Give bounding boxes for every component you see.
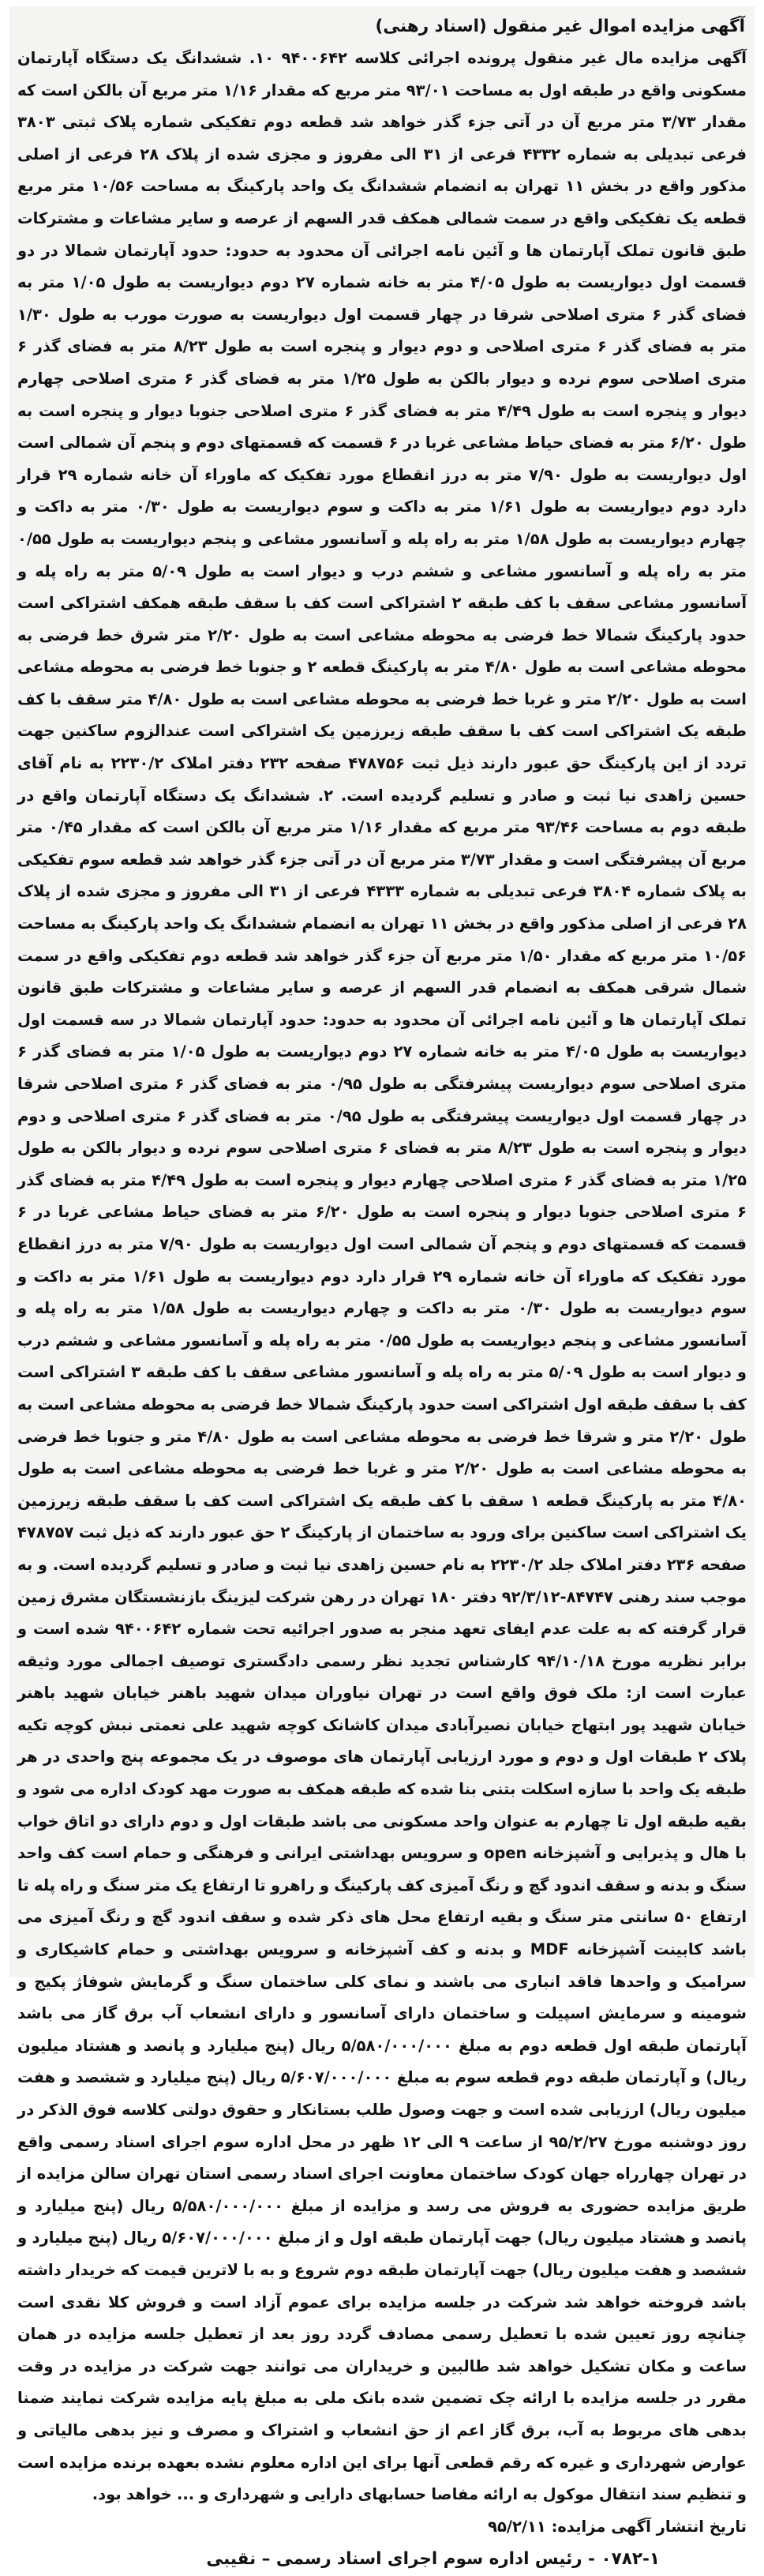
notice-title: آگهی مزایده اموال غیر منقول (اسناد رهنی) [375,17,745,36]
auction-notice [9,6,755,2569]
publish-date: تاریخ انتشار آگهی مزایده: ۹۵/۲/۱۱ [488,2517,747,2536]
notice-signature: ۰۷۸۲-۱ - رئیس اداره سوم اجرای اسناد رسمی – نقیبی [206,2548,660,2569]
notice-body: آگهی مزایده مال غیر منقول پرونده اجرائی کلاسه ۹۴۰۰۶۴۲ ۱۰. ششدانگ یک دستگاه آپارتمان مسکونی واقع در طبقه اول به مساحت ۹۳/۰۱ متر مربع که مقدار ۱/۱۶ متر مربع آن بالکن است که مقدار ۳/۷۳ متر مربع آن در آتی جزء گذر خواهد شد قطعه دوم تفکیکی شماره پلاک ثبتی ۳۸۰۳ فرعی تبدیلی به شماره ۴۳۳۲ فرعی از ۳۱ الی مفروز و مجزی شده از پلاک ۲۸ فرعی از اصلی مذکور واقع در بخش ۱۱ تهران به انضمام ششدانگ یک واحد پارکینگ به مساحت ۱۰/۵۶ متر مربع قطعه یک تفکیکی واقع در سمت شمالی همکف قدر السهم از عرصه و سایر مشاعات و مشترکات طبق قانون تملک آپارتمان ها و آئین نامه اجرائی آن محدود به حدود: حدود آپارتمان شمالا در دو قسمت اول دیواریست به طول ۴/۰۵ متر به خانه شماره ۲۷ دوم دیواریست به طول ۱/۰۵ متر به فضای گذر ۶ متری اصلاحی شرقا در چهار قسمت اول دیواریست به صورت مورب به طول ۱/۳۰ متر به فضای گذر ۶ متری اصلاحی و دوم دیوار و پنجره است به طول ۸/۲۳ متر به فضای گذر ۶ متری اصلاحی سوم نرده و دیوار بالکن به طول ۱/۲۵ متر به فضای گذر ۶ متری اصلاحی چهارم دیوار و پنجره است به طول ۴/۴۹ متر به فضای گذر ۶ متری اصلاحی جنوبا دیوار و پنجره است به طول ۶/۲۰ متر به فضای حیاط مشاعی غربا در ۶ قسمت که قسمتهای دوم و پنجم آن شمالی است اول دیواریست به طول ۷/۹۰ متر به درز انقطاع مورد تفکیک که ماوراء آن خانه شماره ۲۹ قرار دارد دوم دیواریست به طول ۱/۶۱ متر به داکت و سوم دیواریست به طول ۰/۳۰ متر به داکت و چهارم دیواریست به طول ۱/۵۸ متر به راه پله و آسانسور مشاعی و پنجم دیواریست به طول ۰/۵۵ متر به راه پله و آسانسور مشاعی و ششم درب و دیوار است به طول ۵/۰۹ متر به راه پله و آسانسور مشاعی سقف با کف طبقه ۲ اشتراکی است کف با سقف طبقه همکف اشتراکی است حدود پارکینگ شمالا خط فرضی به محوطه مشاعی است به طول ۲/۲۰ متر شرق خط فرضی به محوطه مشاعی است به طول ۴/۸۰ متر به پارکینگ قطعه ۲ و جنوبا خط فرضی به محوطه مشاعی است به طول ۲/۲۰ متر و غربا خط فرضی به محوطه مشاعی است به طول ۴/۸۰ متر سقف با کف طبقه یک اشتراکی است کف با سقف طبقه زیرزمین یک اشتراکی است عندالزوم ساکنین جهت تردد از این پارکینگ حق عبور دارند ذیل ثبت ۴۷۸۷۵۶ صفحه ۲۳۲ دفتر املاک ۲۲۳۰/۲ به نام آقای حسین زاهدی نیا ثبت و صادر و تسلیم گردیده است. ۲. ششدانگ یک دستگاه آپارتمان واقع در طبقه دوم به مساحت ۹۳/۴۶ متر مربع که مقدار ۱/۱۶ متر مربع آن بالکن است که مقدار ۰/۴۵ متر مربع آن پیشرفتگی است و مقدار ۳/۷۳ متر مربع آن در آتی جزء گذر خواهد شد قطعه سوم تفکیکی به پلاک شماره ۳۸۰۴ فرعی تبدیلی به شماره ۴۳۳۳ فرعی از ۳۱ الی مفروز و مجزی شده از پلاک ۲۸ فرعی از اصلی مذکور واقع در بخش ۱۱ تهران به انضمام ششدانگ یک واحد پارکینگ به مساحت ۱۰/۵۶ متر مربع که مقدار ۱/۵۰ متر مربع آن جزء گذر خواهد شد قطعه دوم تفکیکی واقع در سمت شمال شرقی همکف به انضمام قدر السهم از عرصه و سایر مشاعات و مشترکات طبق قانون تملک آپارتمان ها و آئین نامه اجرائی آن محدود به حدود: حدود آپارتمان شمالا در سه قسمت اول دیواریست به طول ۴/۰۵ متر به خانه شماره ۲۷ دوم دیواریست به طول ۱/۰۵ متر به فضای گذر ۶ متری اصلاحی سوم دیواریست پیشرفتگی به طول ۰/۹۵ متر به فضای گذر ۶ متری اصلاحی شرقا در چهار قسمت اول دیواریست پیشرفتگی به طول ۰/۹۵ متر به فضای گذر ۶ متری اصلاحی و دوم دیوار و پنجره است به طول ۸/۲۳ متر به فضای ۶ متری اصلاحی سوم نرده و دیوار بالکن به طول ۱/۲۵ متر به فضای گذر ۶ متری اصلاحی چهارم دیوار و پنجره است به طول ۴/۴۹ متر به فضای گذر ۶ متری اصلاحی جنوبا دیوار و پنجره است به طول ۶/۲۰ متر به فضای حیاط مشاعی غربا در ۶ قسمت که قسمتهای دوم و پنجم آن شمالی است اول دیواریست به طول ۷/۹۰ متر به درز انقطاع مورد تفکیک که ماوراء آن خانه شماره ۲۹ قرار دارد دوم دیواریست به طول ۱/۶۱ متر به داکت و سوم دیواریست به طول ۰/۳۰ متر به داکت و چهارم دیواریست به طول ۱/۵۸ متر به راه پله و آسانسور مشاعی و پنجم دیواریست به طول ۰/۵۵ متر به راه پله و آسانسور مشاعی و ششم درب و دیوار است به طول ۵/۰۹ متر به راه پله و آسانسور مشاعی سقف با کف طبقه ۳ اشتراکی است کف با سقف طبقه اول اشتراکی است حدود پارکینگ شمالا خط فرضی به محوطه مشاعی است به طول ۲/۲۰ متر و شرقا خط فرضی به محوطه مشاعی است به طول ۴/۸۰ متر و جنوبا خط فرضی به محوطه مشاعی است به طول ۲/۲۰ متر و غربا خط فرضی به محوطه مشاعی است به طول ۴/۸۰ متر به پارکینگ قطعه ۱ سقف با کف طبقه یک اشتراکی است کف با سقف طبقه زیرزمین یک اشتراکی است ساکنین برای ورود به ساختمان از پارکینگ ۲ حق عبور دارند که ذیل ثبت ۴۷۸۷۵۷ صفحه ۲۳۶ دفتر املاک جلد ۲۲۳۰/۲ به نام حسین زاهدی نیا ثبت و صادر و تسلیم گردیده است. و به موجب سند رهنی ۸۴۷۴۷-۹۲/۳/۱۲ دفتر ۱۸۰ تهران در رهن شرکت لیزینگ بازنشستگان مشرق زمین قرار گرفته که به علت عدم ایفای تعهد منجر به صدور اجرائیه تحت شماره ۹۴۰۰۶۴۲ شده است و برابر نظریه مورخ ۹۴/۱۰/۱۸ کارشناس تجدید نظر رسمی دادگستری توصیف اجمالی مورد وثیقه عبارت است از: ملک فوق واقع است در تهران نیاوران میدان شهید باهنر خیابان شهید باهنر خیابان شهید پور ابتهاج خیابان نصیرآبادی میدان کاشانک کوچه شهید علی نعمتی نبش کوچه تکیه پلاک ۲ طبقات اول و دوم و مورد ارزیابی آپارتمان های موصوف در یک مجموعه پنج واحدی در هر طبقه یک واحد با سازه اسکلت بتنی بنا شده که طبقه همکف به صورت مهد کودک اداره می شود و بقیه طبقه اول تا چهارم به عنوان واحد مسکونی می باشد طبقات اول و دوم دارای دو اتاق خواب با هال و پذیرایی و آشپزخانه open و سرویس بهداشتی ایرانی و فرهنگی و حمام است کف واحد سنگ و بدنه و سقف اندود گچ و رنگ آمیزی کف پارکینگ و راهرو تا ارتفاع یک متر سنگ و راه پله تا ارتفاع ۵۰ سانتی متر سنگ و بقیه ارتفاع محل های ذکر شده و سقف اندود گچ و رنگ آمیزی می باشد کابینت آشپزخانه MDF و بدنه و کف آشپزخانه و سرویس بهداشتی و حمام کاشیکاری و سرامیک و واحدها فاقد انباری می باشند و نمای کلی ساختمان سنگ و گرمایش شوفاژ پکیج و شومینه و سرمایش اسپیلت و ساختمان دارای آسانسور و دارای انشعاب آب برق گاز می باشد آپارتمان طبقه اول قطعه دوم به مبلغ ۵/۵۸۰/۰۰۰/۰۰۰ ریال (پنج میلیارد و پانصد و هشتاد میلیون ریال) و آپارتمان طبقه دوم قطعه سوم به مبلغ ۵/۶۰۷/۰۰۰/۰۰۰ ریال (پنج میلیارد و ششصد و هفت میلیون ریال) ارزیابی شده است و جهت وصول طلب بستانکار و حقوق دولتی کلاسه فوق الذکر در روز دوشنبه مورخ ۹۵/۲/۲۷ از ساعت ۹ الی ۱۲ ظهر در محل اداره سوم اجرای اسناد رسمی واقع در تهران چهارراه جهان کودک ساختمان معاونت اجرای اسناد رسمی استان تهران سالن مزایده از طریق مزایده حضوری به فروش می رسد و مزایده از مبلغ ۵/۵۸۰/۰۰۰/۰۰۰ ریال (پنج میلیارد و پانصد و هشتاد میلیون ریال) جهت آپارتمان طبقه اول و از مبلغ ۵/۶۰۷/۰۰۰/۰۰۰ ریال (پنج میلیارد و ششصد و هفت میلیون ریال) جهت آپارتمان طبقه دوم شروع و به با لاترین قیمت که خریدار داشته باشد فروخته خواهد شد شرکت در جلسه مزایده برای عموم آزاد است و فروش کلا نقدی است چنانچه روز تعیین شده با تعطیل رسمی مصادف گردد روز بعد از تعطیل جلسه مزایده در همان ساعت و مکان تشکیل خواهد شد طالبین و خریداران می توانند جهت شرکت در مزایده در وقت مقرر در جلسه مزایده با ارائه چک تضمین شده بانک ملی به مبلغ پایه مزایده شرکت نمایند ضمنا بدهی های مربوط به آب، برق گاز اعم از حق انشعاب و اشتراک و مصرف و نیز بدهی مالیاتی و عوارض شهرداری و غیره که رقم قطعی آنها برای این اداره معلوم نشده بعهده برنده مزایده است و تنظیم سند انتقال موکول به ارائه مفاصا حسابهای دارایی و شهرداری و ... خواهد بود. [17,49,747,2504]
